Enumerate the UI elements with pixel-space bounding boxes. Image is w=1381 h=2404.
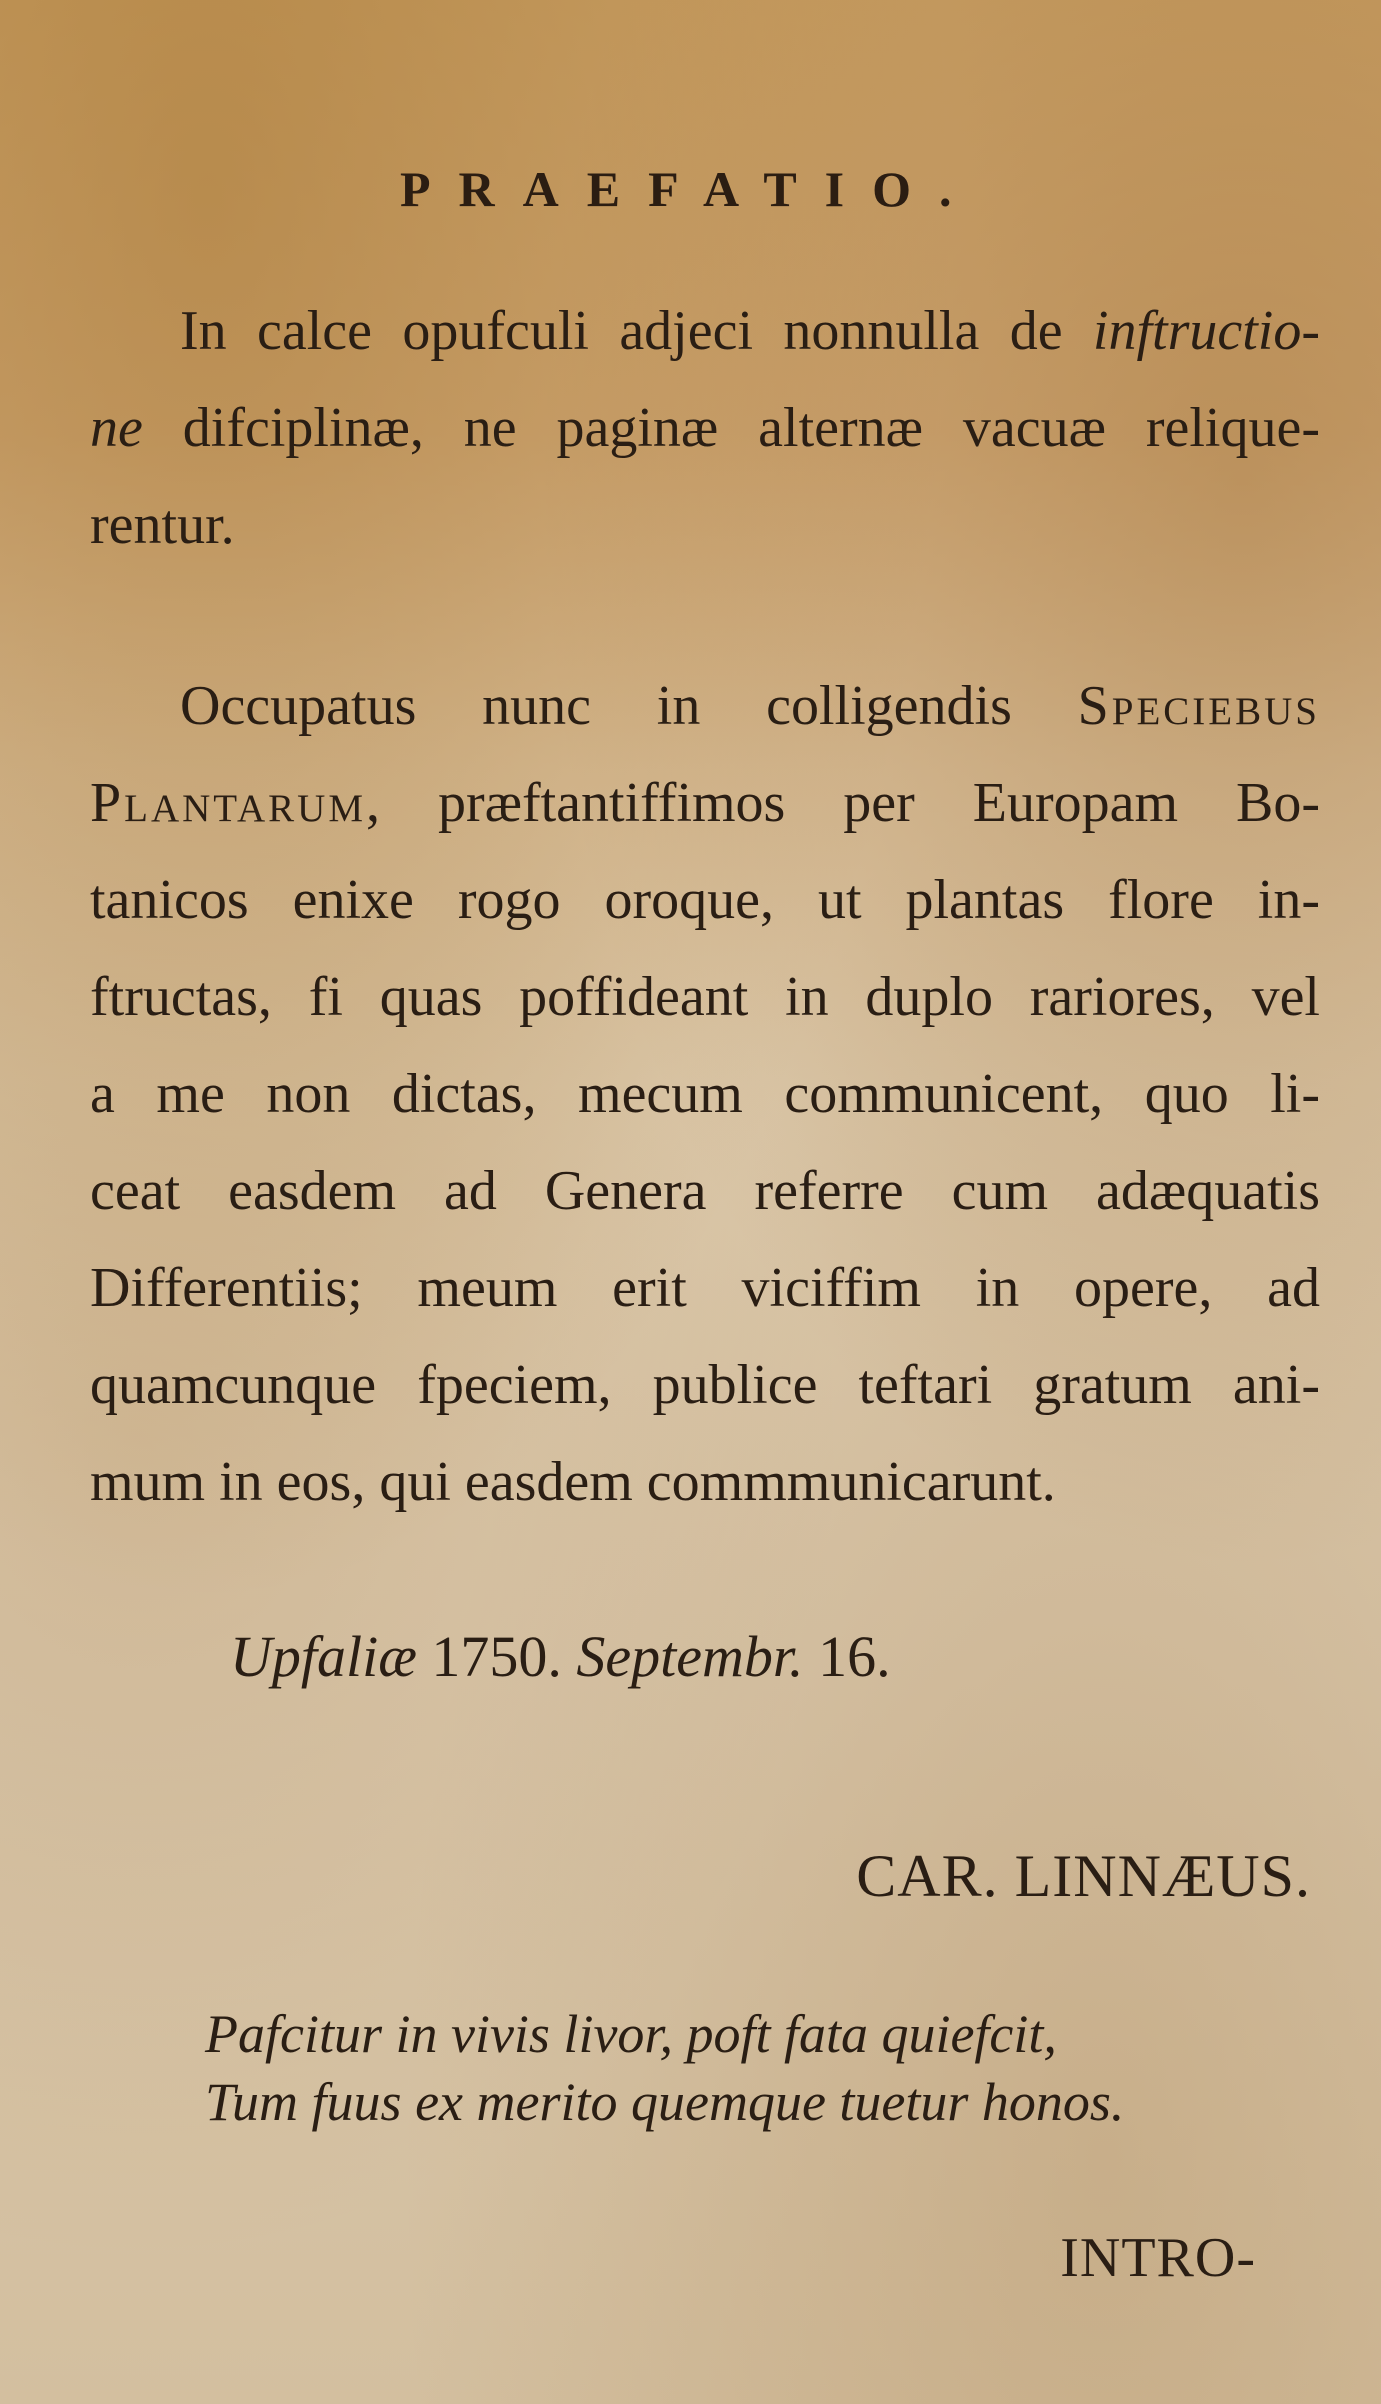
- catchword: INTRO-: [1060, 2227, 1256, 2289]
- text-run: In calce opufculi adjeci nonnulla de: [180, 300, 1093, 362]
- page-heading: PRAEFATIO.: [400, 161, 980, 217]
- closing-verse: [205, 2000, 1124, 2136]
- date-place: Upfaliæ: [230, 1624, 417, 1689]
- date-day: 16.: [818, 1624, 891, 1689]
- text-line: ftructas, fi quas poffideant in duplo rariores, vel: [90, 966, 1320, 1028]
- dateline: [230, 1608, 891, 1705]
- text-line: quamcunque fpeciem, publice teftari gratum ani-: [90, 1354, 1320, 1416]
- author-signature: CAR. LINNÆUS.: [856, 1843, 1311, 1909]
- text-line: rentur.: [90, 494, 235, 556]
- verse-line: Pafcitur in vivis livor, poft fata quiefcit,: [205, 2004, 1057, 2064]
- italic-run: inftructio-: [1092, 300, 1320, 362]
- text-run: Occupatus nunc in colligendis: [180, 675, 1078, 737]
- paragraph-instruction-note: [90, 283, 1320, 574]
- text-line: [90, 283, 1320, 380]
- text-line: Differentiis; meum erit viciffim in opere, ad: [90, 1257, 1320, 1319]
- italic-run: ne: [90, 397, 143, 459]
- smallcaps-run: Plantarum: [90, 772, 367, 834]
- text-line: [90, 380, 1320, 477]
- text-line: mum in eos, qui easdem commmunicarunt.: [90, 1451, 1056, 1513]
- text-line: ceat easdem ad Genera referre cum adæquatis: [90, 1160, 1320, 1222]
- date-year: 1750.: [431, 1624, 562, 1689]
- date-month: Septembr.: [576, 1624, 804, 1689]
- text-run: difciplinæ, ne paginæ alternæ vacuæ relique-: [142, 397, 1320, 459]
- text-run: , præftantiffimos per Europam Bo-: [366, 772, 1320, 834]
- verse-line: Tum fuus ex merito quemque tuetur honos.: [205, 2072, 1125, 2132]
- smallcaps-run: Speciebus: [1077, 675, 1320, 737]
- text-line: a me non dictas, mecum communicent, quo li-: [90, 1063, 1320, 1125]
- text-line: tanicos enixe rogo oroque, ut plantas flore in-: [90, 869, 1320, 931]
- paragraph-species-request: [90, 658, 1320, 1531]
- text-line: [90, 755, 1320, 852]
- text-line: [90, 658, 1320, 755]
